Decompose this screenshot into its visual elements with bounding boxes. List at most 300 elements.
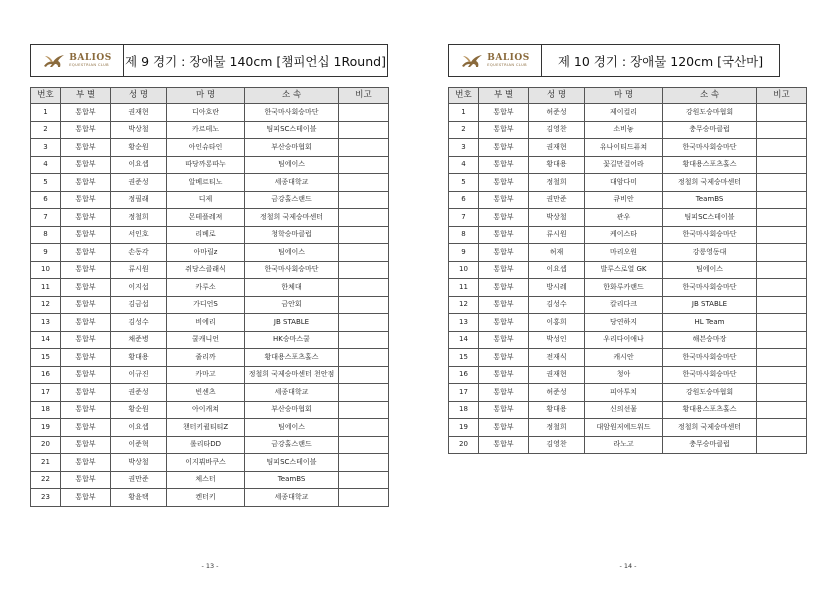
col-affiliation: JB STABLE [245, 314, 339, 332]
col-division: 통합부 [61, 314, 111, 332]
col-number: 23 [31, 489, 61, 507]
col-affiliation: TeamBS [663, 191, 757, 209]
col-division: 통합부 [61, 436, 111, 454]
col-affiliation: 한국마사회승마단 [663, 279, 757, 297]
col-horse-name: 챈터키퀼티티Z [167, 419, 245, 437]
table-row [449, 121, 807, 139]
club-logo [449, 45, 542, 76]
col-affiliation: 황대용스포츠홀스 [663, 156, 757, 174]
table-row [449, 349, 807, 367]
col-remarks [757, 314, 807, 332]
table-row [449, 226, 807, 244]
col-number: 7 [31, 209, 61, 227]
table-row [449, 156, 807, 174]
col-number: 18 [31, 401, 61, 419]
col-division: 통합부 [479, 331, 529, 349]
table-row [31, 436, 389, 454]
col-rider-name: 류시원 [529, 226, 585, 244]
col-rider-name: 권재현 [529, 366, 585, 384]
col-remarks-header: 비고 [757, 88, 807, 104]
col-horse-name: 캐시안 [585, 349, 663, 367]
col-number: 3 [31, 139, 61, 157]
logo-name: BALIOS [69, 52, 112, 63]
col-rider-name: 정철희 [111, 209, 167, 227]
table-row [31, 104, 389, 122]
col-affiliation: 팀에이스 [245, 419, 339, 437]
col-remarks [757, 139, 807, 157]
col-remarks [339, 104, 389, 122]
col-rider-name: 이지섭 [111, 279, 167, 297]
table-row [31, 244, 389, 262]
col-division: 통합부 [479, 436, 529, 454]
col-affiliation: 청학승마클럽 [245, 226, 339, 244]
col-rider-name: 황대용 [529, 401, 585, 419]
col-rider-name: 박상철 [111, 454, 167, 472]
table-row [31, 314, 389, 332]
table-row [31, 156, 389, 174]
table-row [31, 296, 389, 314]
col-number: 3 [449, 139, 479, 157]
col-rider-name: 이요셉 [111, 419, 167, 437]
col-division: 통합부 [479, 296, 529, 314]
col-remarks [757, 104, 807, 122]
col-division: 통합부 [61, 384, 111, 402]
table-row [449, 104, 807, 122]
col-affiliation: 팀에이스 [245, 244, 339, 262]
col-horse-name: 큐비안 [585, 191, 663, 209]
table-row [449, 261, 807, 279]
col-remarks [339, 209, 389, 227]
col-horse-name: 소비놓 [585, 121, 663, 139]
col-division: 통합부 [479, 314, 529, 332]
col-number: 16 [449, 366, 479, 384]
col-horse-name: 카마고 [167, 366, 245, 384]
col-remarks [339, 436, 389, 454]
col-division: 통합부 [479, 209, 529, 227]
col-number: 2 [31, 121, 61, 139]
col-rider-name: 이규진 [111, 366, 167, 384]
col-division: 통합부 [61, 489, 111, 507]
col-number: 1 [31, 104, 61, 122]
col-affiliation: 충무승마클럽 [663, 436, 757, 454]
col-affiliation: 팀에이스 [663, 261, 757, 279]
col-rider-name: 이요셉 [529, 261, 585, 279]
col-remarks [339, 331, 389, 349]
col-remarks [339, 156, 389, 174]
entry-table [448, 87, 807, 454]
col-division: 통합부 [479, 419, 529, 437]
col-horse-name: 쥐당스클래식 [167, 261, 245, 279]
col-affiliation: 정철희 국제승마센터 천안점 [245, 366, 339, 384]
col-division: 통합부 [479, 401, 529, 419]
col-number: 19 [31, 419, 61, 437]
col-number: 6 [31, 191, 61, 209]
col-affiliation: 황대용스포츠홀스 [663, 401, 757, 419]
col-remarks [339, 401, 389, 419]
table-row [449, 174, 807, 192]
col-horse-name: 몬테플레져 [167, 209, 245, 227]
col-horse-name: 라노고 [585, 436, 663, 454]
logo-name: BALIOS [487, 52, 530, 63]
col-division-header: 부 별 [479, 88, 529, 104]
table-header-row [449, 88, 807, 104]
col-remarks [339, 384, 389, 402]
col-number: 6 [449, 191, 479, 209]
col-remarks [757, 296, 807, 314]
col-remarks [339, 279, 389, 297]
col-remarks [339, 139, 389, 157]
col-rider-name: 류시원 [111, 261, 167, 279]
col-rider-name: 전재식 [529, 349, 585, 367]
col-rider-name: 허재 [529, 244, 585, 262]
col-rider-name: 권만준 [111, 471, 167, 489]
table-row [31, 366, 389, 384]
col-rider-name: 허준성 [529, 384, 585, 402]
col-division: 통합부 [61, 366, 111, 384]
col-remarks [339, 314, 389, 332]
col-horse-name: 아인슈타인 [167, 139, 245, 157]
table-row [449, 314, 807, 332]
col-division: 통합부 [479, 174, 529, 192]
col-remarks [757, 401, 807, 419]
col-rider-name: 권준성 [111, 384, 167, 402]
page-number: - 14 - [619, 562, 637, 570]
col-affiliation: 강릉영동대 [663, 244, 757, 262]
col-number: 7 [449, 209, 479, 227]
col-horse-name: 대암다미 [585, 174, 663, 192]
col-horse-name: 가디언S [167, 296, 245, 314]
col-rider-name: 채준병 [111, 331, 167, 349]
col-affiliation: 금강홀스랜드 [245, 191, 339, 209]
col-affiliation: 강원도승마협회 [663, 104, 757, 122]
col-division: 통합부 [61, 121, 111, 139]
col-number: 21 [31, 454, 61, 472]
col-rider-name: 황순원 [111, 401, 167, 419]
col-horse-name: 디아호란 [167, 104, 245, 122]
col-rider-name: 허준성 [529, 104, 585, 122]
col-affiliation: 한국마사회승마단 [663, 349, 757, 367]
event-title: 제 10 경기 : 장애물 120cm [국산마] [557, 53, 764, 69]
col-division: 통합부 [61, 104, 111, 122]
col-rider-name: 방시레 [529, 279, 585, 297]
col-horse-name: 피아투치 [585, 384, 663, 402]
entry-table [30, 87, 389, 507]
table-row [31, 226, 389, 244]
table-row [449, 401, 807, 419]
col-horse-name: 줄리까 [167, 349, 245, 367]
table-row [31, 454, 389, 472]
col-rider-name: 김성수 [529, 296, 585, 314]
col-rider-name: 정철희 [529, 419, 585, 437]
col-remarks [339, 296, 389, 314]
col-horse-name: 쿨캐니언 [167, 331, 245, 349]
col-number-header: 번호 [31, 88, 61, 104]
col-number: 4 [449, 156, 479, 174]
table-row [31, 489, 389, 507]
table-row [31, 279, 389, 297]
col-rider-name: 박성인 [529, 331, 585, 349]
col-affiliation: 정철희 국제승마센터 [245, 209, 339, 227]
table-row [31, 174, 389, 192]
col-horse-name: 케이스타 [585, 226, 663, 244]
col-rider-name: 정철희 [529, 174, 585, 192]
col-division: 통합부 [61, 349, 111, 367]
table-row [449, 419, 807, 437]
col-horse-name: 롤리타DD [167, 436, 245, 454]
col-division-header: 부 별 [61, 88, 111, 104]
col-rider-name: 서인호 [111, 226, 167, 244]
col-number: 2 [449, 121, 479, 139]
col-number: 20 [31, 436, 61, 454]
table-row [449, 244, 807, 262]
page-header [448, 44, 780, 77]
col-horse-name: 한화루카랜드 [585, 279, 663, 297]
col-division: 통합부 [61, 174, 111, 192]
col-affiliation: 한체대 [245, 279, 339, 297]
table-header-row [31, 88, 389, 104]
col-division: 통합부 [479, 121, 529, 139]
col-rider-name-header: 성 명 [111, 88, 167, 104]
table-row [449, 366, 807, 384]
col-remarks [757, 419, 807, 437]
col-affiliation: HK승마스쿨 [245, 331, 339, 349]
table-row [449, 139, 807, 157]
col-affiliation: 세종대학교 [245, 174, 339, 192]
col-rider-name: 박상철 [111, 121, 167, 139]
table-row [449, 384, 807, 402]
col-division: 통합부 [479, 139, 529, 157]
col-division: 통합부 [479, 349, 529, 367]
col-affiliation: 부산승마협회 [245, 139, 339, 157]
col-division: 통합부 [61, 296, 111, 314]
col-rider-name: 이준혁 [111, 436, 167, 454]
col-horse-name: 이지뷔바쿠스 [167, 454, 245, 472]
col-affiliation: 한국마사회승마단 [245, 104, 339, 122]
col-affiliation: 세종대학교 [245, 384, 339, 402]
col-division: 통합부 [61, 419, 111, 437]
table-row [449, 331, 807, 349]
col-number: 8 [31, 226, 61, 244]
col-remarks [757, 436, 807, 454]
table-row [31, 401, 389, 419]
col-horse-name: 따당까롱따누 [167, 156, 245, 174]
col-rider-name: 정필래 [111, 191, 167, 209]
table-row [449, 436, 807, 454]
col-affiliation: JB STABLE [663, 296, 757, 314]
col-rider-name: 권만준 [529, 191, 585, 209]
col-horse-name: 아이캐쳐 [167, 401, 245, 419]
table-row [31, 349, 389, 367]
col-horse-name: 비에리 [167, 314, 245, 332]
col-horse-name: 디제 [167, 191, 245, 209]
col-affiliation: 황대용스포츠홀스 [245, 349, 339, 367]
col-horse-name: 아마릴z [167, 244, 245, 262]
col-affiliation: 부산승마협회 [245, 401, 339, 419]
col-number: 5 [449, 174, 479, 192]
table-row [31, 191, 389, 209]
col-rider-name: 황순원 [111, 139, 167, 157]
col-remarks [339, 261, 389, 279]
col-number: 1 [449, 104, 479, 122]
col-number: 19 [449, 419, 479, 437]
col-number: 14 [31, 331, 61, 349]
col-horse-name: 카르테노 [167, 121, 245, 139]
table-row [449, 209, 807, 227]
col-division: 통합부 [479, 156, 529, 174]
col-horse-name: 유나이티드퓨쳐 [585, 139, 663, 157]
col-division: 통합부 [61, 454, 111, 472]
col-number: 5 [31, 174, 61, 192]
col-number: 17 [449, 384, 479, 402]
col-number: 13 [31, 314, 61, 332]
col-rider-name: 황대용 [111, 349, 167, 367]
col-rider-name: 이홍희 [529, 314, 585, 332]
table-row [31, 384, 389, 402]
table-row [31, 209, 389, 227]
col-division: 통합부 [479, 244, 529, 262]
col-rider-name: 박상철 [529, 209, 585, 227]
table-row [449, 279, 807, 297]
col-rider-name: 황대용 [529, 156, 585, 174]
col-remarks [757, 174, 807, 192]
col-remarks [757, 191, 807, 209]
col-affiliation: 금안회 [245, 296, 339, 314]
col-remarks [339, 174, 389, 192]
table-row [449, 191, 807, 209]
col-horse-name: 관우 [585, 209, 663, 227]
col-horse-name: 마리오원 [585, 244, 663, 262]
col-division: 통합부 [479, 366, 529, 384]
col-division: 통합부 [61, 139, 111, 157]
col-affiliation: 해븐승마장 [663, 331, 757, 349]
col-number: 12 [31, 296, 61, 314]
col-rider-name-header: 성 명 [529, 88, 585, 104]
col-remarks [339, 191, 389, 209]
col-division: 통합부 [479, 261, 529, 279]
col-remarks [757, 261, 807, 279]
col-rider-name: 손동각 [111, 244, 167, 262]
col-remarks [339, 454, 389, 472]
col-division: 통합부 [61, 191, 111, 209]
col-affiliation: 팀에이스 [245, 156, 339, 174]
col-affiliation: 정철희 국제승마센터 [663, 419, 757, 437]
col-horse-name: 알베르티노 [167, 174, 245, 192]
col-affiliation: 팀피SC스테이블 [663, 209, 757, 227]
logo-subtitle: EQUESTRIAN CLUB [69, 62, 110, 67]
table-row [31, 419, 389, 437]
col-remarks [757, 226, 807, 244]
col-horse-name: 우리다이애나 [585, 331, 663, 349]
col-number: 22 [31, 471, 61, 489]
col-horse-name: 꽃길만걸어라 [585, 156, 663, 174]
col-affiliation: 한국마사회승마단 [663, 226, 757, 244]
col-rider-name: 권재현 [111, 104, 167, 122]
col-remarks [339, 121, 389, 139]
page-header [30, 44, 388, 77]
col-rider-name: 이요셉 [111, 156, 167, 174]
col-affiliation: 금강홀스랜드 [245, 436, 339, 454]
col-affiliation: HL Team [663, 314, 757, 332]
col-remarks [757, 331, 807, 349]
table-row [449, 296, 807, 314]
col-division: 통합부 [479, 104, 529, 122]
col-remarks [757, 384, 807, 402]
col-number: 10 [31, 261, 61, 279]
col-division: 통합부 [479, 191, 529, 209]
club-logo [31, 45, 124, 76]
col-affiliation: 충무승마클럽 [663, 121, 757, 139]
col-affiliation: 세종대학교 [245, 489, 339, 507]
col-affiliation: TeamBS [245, 471, 339, 489]
pegasus-icon [42, 52, 66, 70]
table-row [31, 139, 389, 157]
col-division: 통합부 [61, 156, 111, 174]
col-horse-name: 칼리다크 [585, 296, 663, 314]
col-affiliation: 한국마사회승마단 [663, 139, 757, 157]
col-number: 4 [31, 156, 61, 174]
table-row [31, 331, 389, 349]
col-affiliation: 정철희 국제승마센터 [663, 174, 757, 192]
col-rider-name: 황윤택 [111, 489, 167, 507]
col-division: 통합부 [61, 331, 111, 349]
col-affiliation: 강원도승마협회 [663, 384, 757, 402]
col-rider-name: 김영찬 [529, 121, 585, 139]
col-affiliation-header: 소 속 [245, 88, 339, 104]
col-horse-name: 리베로 [167, 226, 245, 244]
col-horse-name-header: 마 명 [167, 88, 245, 104]
col-number: 14 [449, 331, 479, 349]
col-remarks [757, 209, 807, 227]
col-horse-name-header: 마 명 [585, 88, 663, 104]
col-remarks [339, 349, 389, 367]
col-remarks [757, 121, 807, 139]
col-horse-name: 신의선물 [585, 401, 663, 419]
col-number: 13 [449, 314, 479, 332]
page-number: - 13 - [201, 562, 219, 570]
col-division: 통합부 [61, 261, 111, 279]
col-horse-name: 제이컬리 [585, 104, 663, 122]
col-horse-name: 청아 [585, 366, 663, 384]
col-division: 통합부 [61, 226, 111, 244]
col-horse-name: 빈센츠 [167, 384, 245, 402]
col-number: 11 [449, 279, 479, 297]
col-remarks [339, 489, 389, 507]
col-rider-name: 김금섭 [111, 296, 167, 314]
col-rider-name: 김영찬 [529, 436, 585, 454]
col-number: 12 [449, 296, 479, 314]
col-remarks [339, 226, 389, 244]
col-remarks [757, 156, 807, 174]
col-horse-name: 카루소 [167, 279, 245, 297]
col-remarks [339, 244, 389, 262]
col-remarks [757, 349, 807, 367]
col-number: 15 [449, 349, 479, 367]
col-rider-name: 권준성 [111, 174, 167, 192]
col-division: 통합부 [61, 279, 111, 297]
col-horse-name: 발루스로열 GK [585, 261, 663, 279]
col-remarks-header: 비고 [339, 88, 389, 104]
table-row [31, 261, 389, 279]
col-number: 11 [31, 279, 61, 297]
logo-subtitle: EQUESTRIAN CLUB [487, 62, 528, 67]
col-number: 18 [449, 401, 479, 419]
col-horse-name: 대암원저에드워드 [585, 419, 663, 437]
col-remarks [757, 244, 807, 262]
col-remarks [757, 279, 807, 297]
col-division: 통합부 [61, 471, 111, 489]
col-number: 17 [31, 384, 61, 402]
col-division: 통합부 [61, 401, 111, 419]
